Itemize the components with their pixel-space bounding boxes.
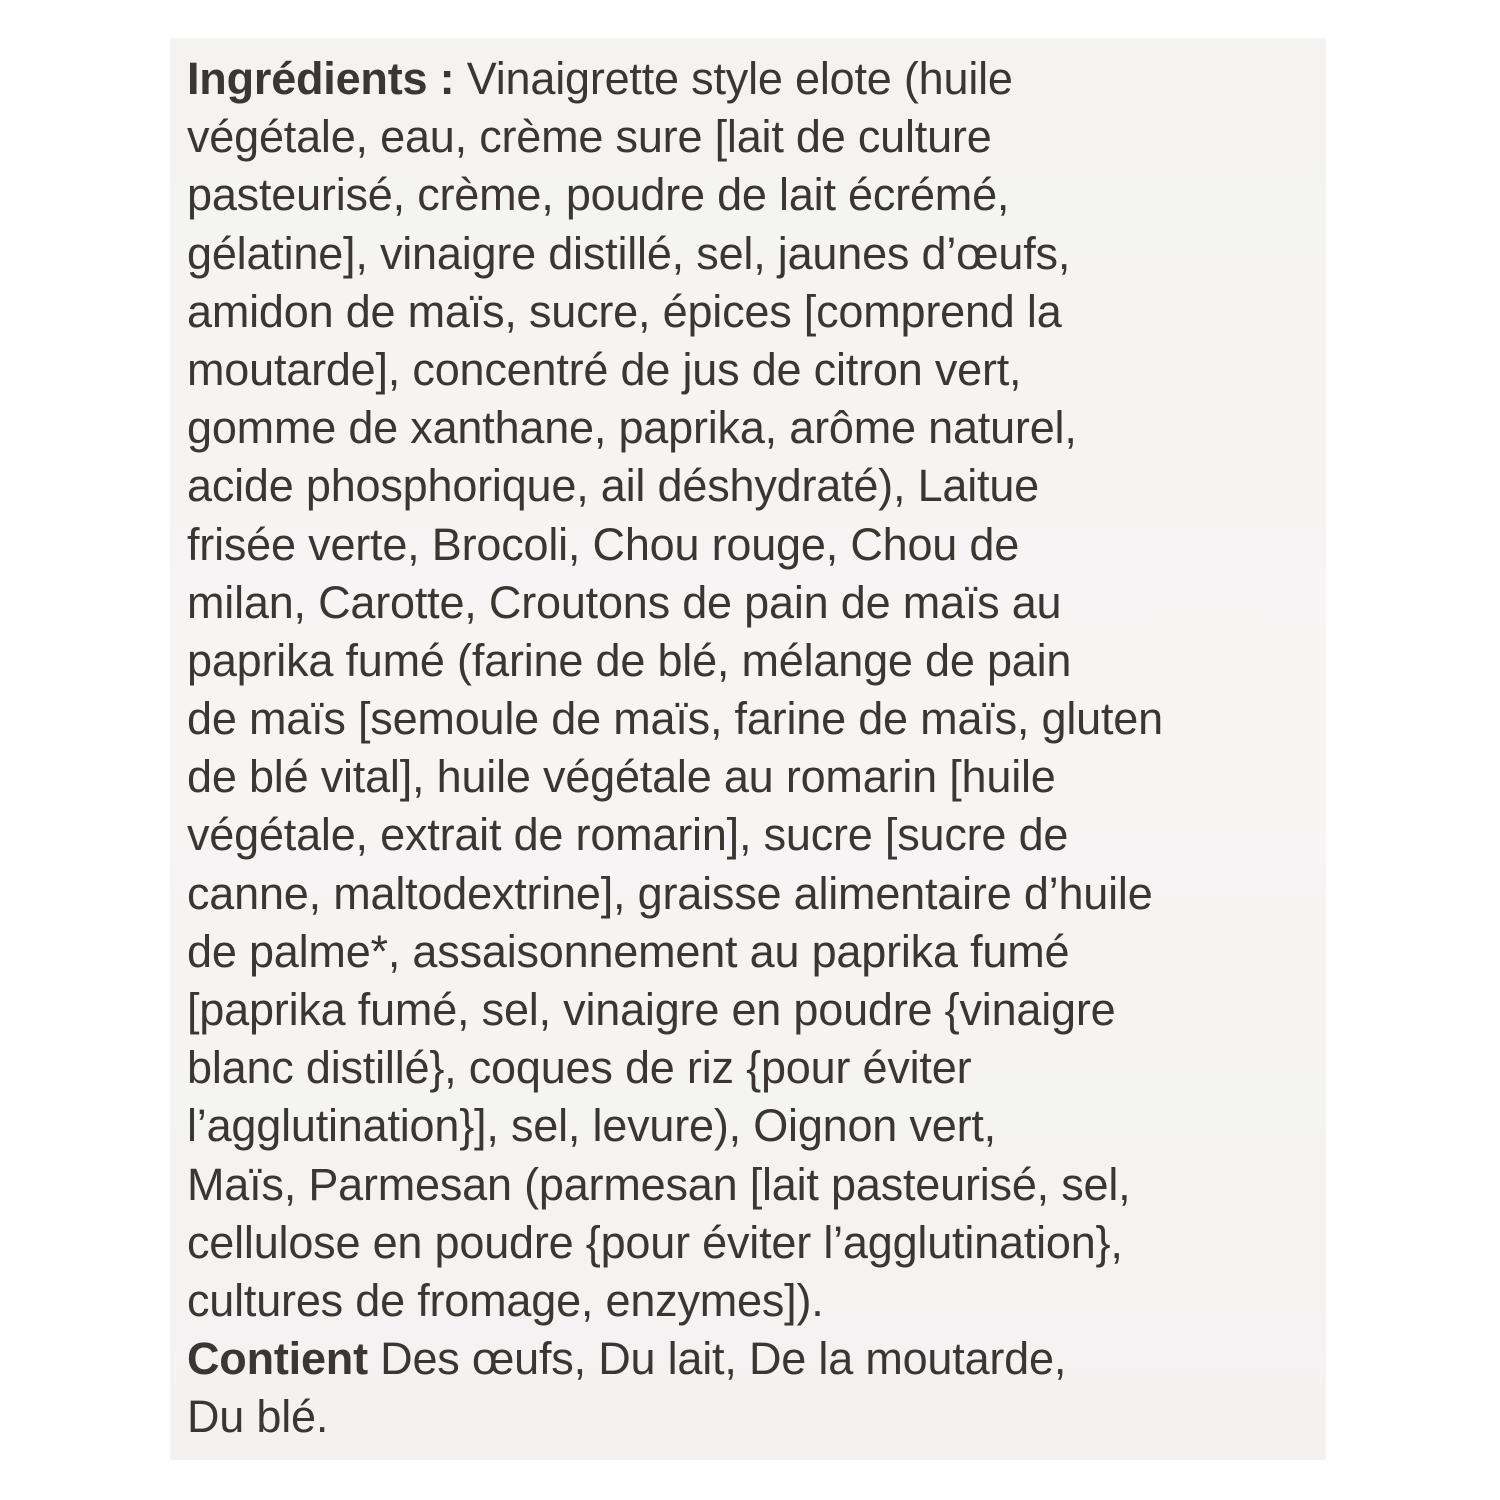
contains-line: Du blé. bbox=[187, 1391, 329, 1443]
ingredients-line: végétale, extrait de romarin], sucre [sucre de bbox=[187, 809, 1069, 861]
ingredients-text-block bbox=[187, 50, 1327, 1447]
contains-line bbox=[187, 1330, 1327, 1388]
ingredients-line: canne, maltodextrine], graisse alimentaire d’huile bbox=[187, 867, 1153, 919]
ingredients-line: de blé vital], huile végétale au romarin [huile bbox=[187, 751, 1056, 803]
ingredients-line: végétale, eau, crème sure [lait de culture bbox=[187, 111, 992, 163]
contains-text: Des œufs, Du lait, De la moutarde, bbox=[367, 1333, 1067, 1385]
ingredients-line: milan, Carotte, Croutons de pain de maïs au bbox=[187, 576, 1062, 628]
ingredients-line: frisée verte, Brocoli, Chou rouge, Chou de bbox=[187, 518, 1020, 570]
contains-heading: Contient bbox=[187, 1333, 368, 1385]
ingredients-line: acide phosphorique, ail déshydraté), Laitue bbox=[187, 460, 1039, 512]
ingredients-line: gomme de xanthane, paprika, arôme naturel, bbox=[187, 402, 1077, 454]
ingredients-label bbox=[170, 38, 1326, 1460]
ingredients-line: l’agglutination}], sel, levure), Oignon vert, bbox=[187, 1100, 996, 1152]
ingredients-line: gélatine], vinaigre distillé, sel, jaunes d’œufs, bbox=[187, 227, 1071, 279]
ingredients-line: paprika fumé (farine de blé, mélange de pain bbox=[187, 634, 1072, 686]
ingredients-line: cellulose en poudre {pour éviter l’agglutination}, bbox=[187, 1216, 1123, 1268]
ingredients-line: pasteurisé, crème, poudre de lait écrémé, bbox=[187, 169, 1010, 221]
ingredients-line: de palme*, assaisonnement au paprika fumé bbox=[187, 925, 1070, 977]
ingredients-line: cultures de fromage, enzymes]). bbox=[187, 1274, 824, 1326]
ingredients-line: moutarde], concentré de jus de citron vert, bbox=[187, 343, 1022, 395]
ingredients-line: blanc distillé}, coques de riz {pour éviter bbox=[187, 1042, 972, 1094]
ingredients-line: de maïs [semoule de maïs, farine de maïs, gluten bbox=[187, 693, 1163, 745]
ingredients-line: [paprika fumé, sel, vinaigre en poudre {vinaigre bbox=[187, 984, 1116, 1035]
ingredients-heading: Ingrédients : bbox=[187, 53, 455, 104]
ingredients-line: amidon de maïs, sucre, épices [comprend la bbox=[187, 285, 1062, 337]
ingredients-line: Maïs, Parmesan (parmesan [lait pasteurisé, sel, bbox=[187, 1158, 1131, 1210]
ingredients-text: Vinaigrette style elote (huile bbox=[454, 53, 1013, 104]
ingredients-line bbox=[187, 50, 1327, 108]
